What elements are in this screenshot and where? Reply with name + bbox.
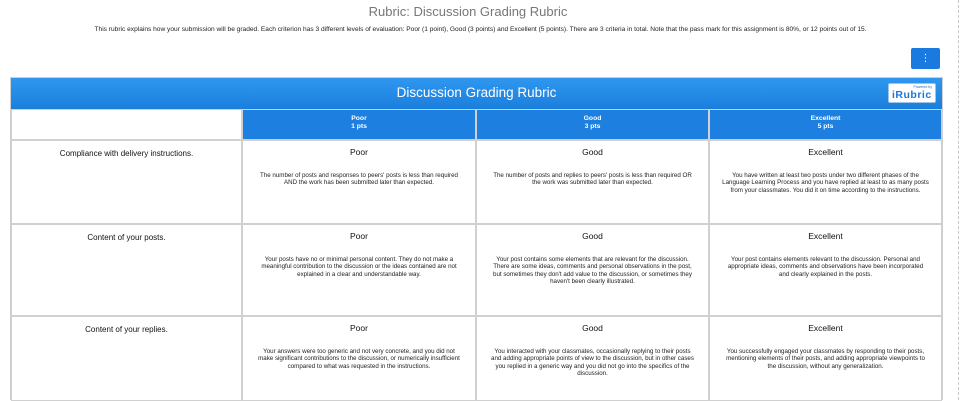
cell-level-title: Poor [350,231,368,241]
criterion-content-of-replies [11,316,242,401]
criterion-content-of-posts [11,224,242,316]
criterion-delivery-instructions [11,140,242,224]
cell-level-title: Excellent [808,147,843,157]
cell-level-title: Good [582,231,603,241]
cell-description: You successfully engaged your classmates by responding to their posts, mentioning elements of their posts, and adding appropriate viewpoints to the discussion, without any generalization. [726,348,925,370]
level-name: Excellent [810,115,841,122]
level-points: 3 pts [584,123,601,130]
logo-text: iRubric [892,89,932,101]
cell-level-title: Good [582,147,603,157]
more-options-button[interactable] [911,48,940,69]
level-header-excellent [709,109,942,140]
level-header-poor [242,109,476,140]
cell-description: You have written at least two posts under two different phases of the Language Learning Process and you have replied at least to as many posts from your classmates. You did it on time according to the instructions. [722,172,929,194]
rubric-description: This rubric explains how your submission will be graded. Each criterion has 3 different levels of evaluation: Poor (1 point), Good (3 points) and Excellent (5 points). There are 3 criteria in total. Note that the pass mark for this assignment is 80%, or 12 points out of 15. [94,26,867,33]
page-title: Rubric: Discussion Grading Rubric [368,4,568,19]
cell-description: Your posts have no or minimal personal content. They do not make a meaningful contribution to the discussion or the ideas contained are not explained in a clear and understandable way. [261,256,457,278]
rubric-cell-1-poor[interactable] [242,140,476,224]
cell-description: Your post contains some elements that are relevant for the discussion. There are some ideas, comments and personal observations in the post, but sometimes they don't add value to the discussion, or sometimes they haven't been clearly illustrated. [493,256,692,286]
level-points: 5 pts [817,123,834,130]
cell-description: You interacted with your classmates, occasionally replying to their posts and adding appropriate points of view to the discussion, but in other cases you replied in a generic way and you did not go into the specifics of the discussion. [491,348,694,378]
cell-level-title: Excellent [808,323,843,333]
rubric-title: Discussion Grading Rubric [396,85,557,100]
criterion-label: Content of your replies. [85,325,168,334]
cell-level-title: Poor [350,147,368,157]
rubric-cell-2-good[interactable] [476,224,709,316]
cell-description: The number of posts and replies to peers' posts is less than required OR the work was submitted later than expected. [493,172,692,187]
rubric-cell-2-poor[interactable] [242,224,476,316]
level-header-good [476,109,709,140]
cell-description: Your answers were too generic and not very concrete, and you did not make significant contributions to the discussion, or numerically insufficient compared to what was requested in the instructions. [258,348,460,370]
rubric-cell-3-good[interactable] [476,316,709,401]
irubric-logo[interactable] [888,83,936,103]
page-edge-divider [958,0,959,400]
criterion-label: Compliance with delivery instructions. [59,149,194,158]
rubric-cell-3-excellent[interactable] [709,316,942,401]
rubric-cell-2-excellent[interactable] [709,224,942,316]
rubric-header [11,78,942,109]
rubric-cell-1-excellent[interactable] [709,140,942,224]
logo-powered-by: Powered by [913,85,932,89]
criterion-label: Content of your posts. [87,233,166,242]
cell-level-title: Good [582,323,603,333]
rubric-cell-3-poor[interactable] [242,316,476,401]
cell-level-title: Poor [350,323,368,333]
level-name: Good [583,115,602,122]
level-name: Poor [351,115,367,122]
cell-level-title: Excellent [808,231,843,241]
criteria-header-blank [11,109,242,140]
cell-description: Your post contains elements relevant to the discussion. Personal and appropriate ideas, comments and observations have been incorporated and clearly explained in the posts. [727,256,924,278]
vertical-ellipsis-icon: ⋮ [920,53,931,64]
level-points: 1 pts [351,123,367,130]
rubric-cell-1-good[interactable] [476,140,709,224]
rubric-table [10,77,943,400]
cell-description: The number of posts and responses to peers' posts is less than required AND the work has been submitted later than expected. [260,172,458,187]
